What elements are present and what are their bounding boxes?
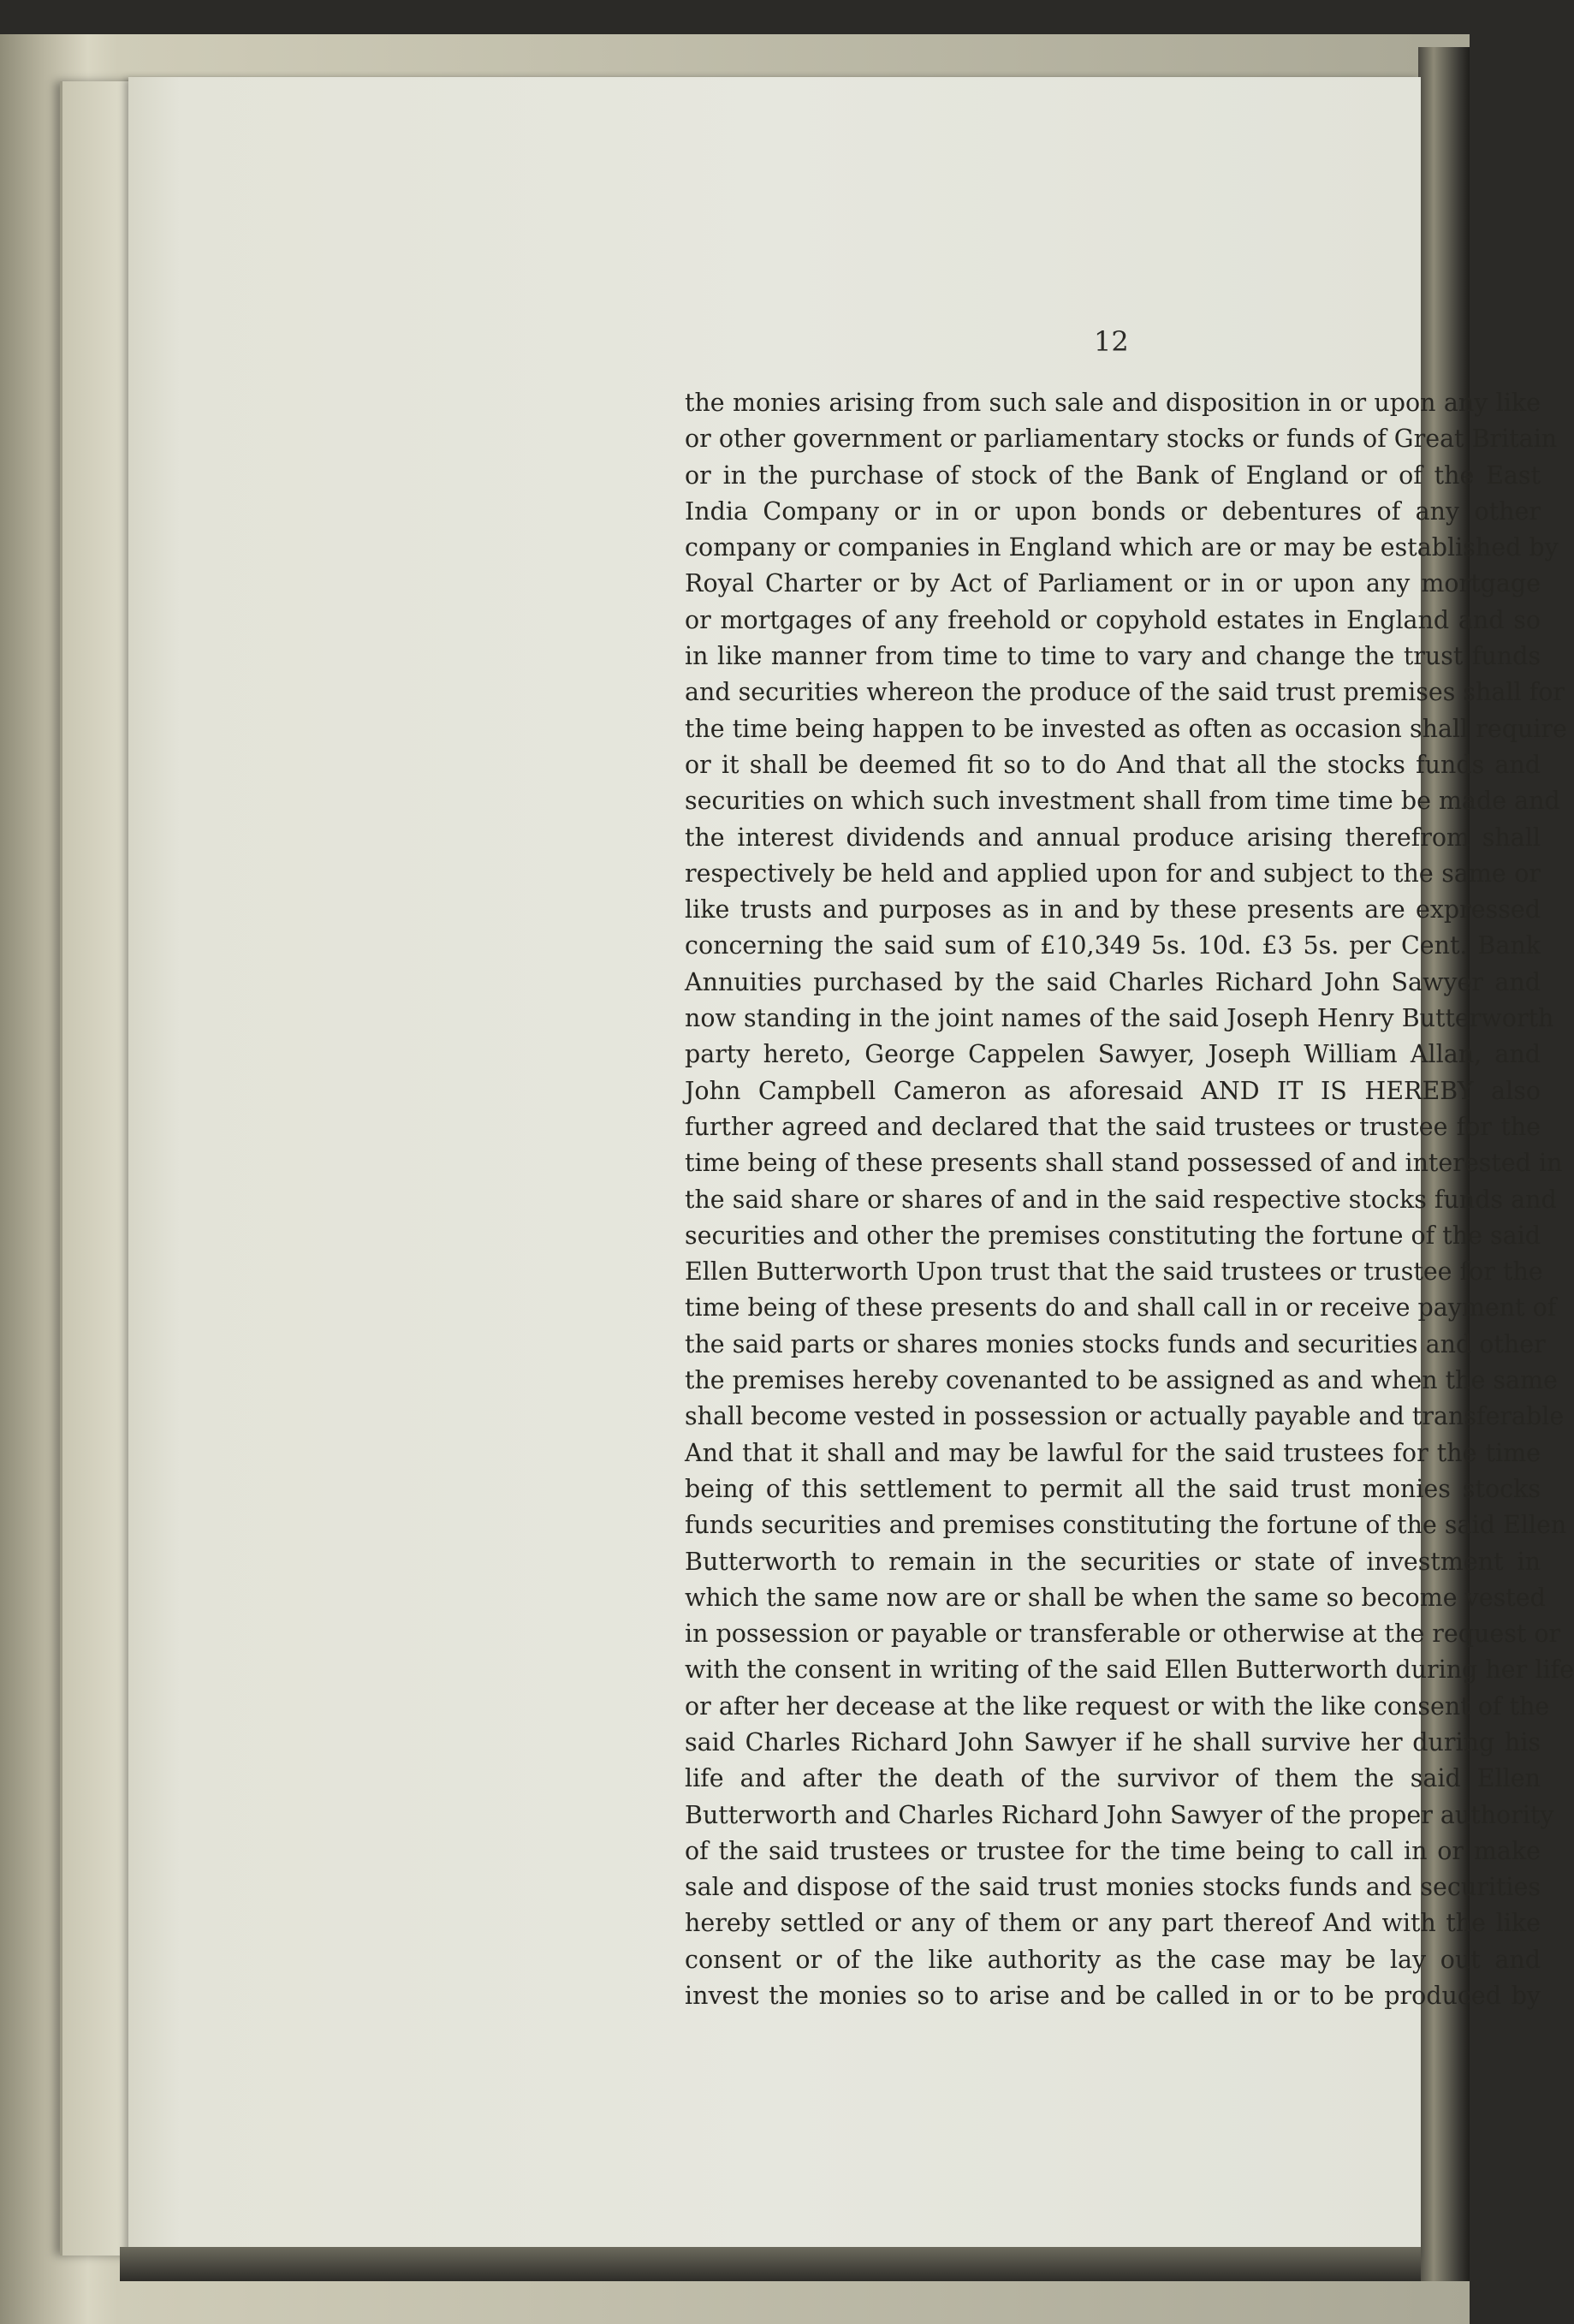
text-line: of the said trustees or trustee for the time being to call in or make — [685, 1836, 1541, 1865]
text-line: in possession or payable or transferable or otherwise at the request or — [685, 1620, 1561, 1649]
text-line: or other government or parliamentary stocks or funds of Great Britain — [685, 425, 1558, 454]
text-line: concerning the said sum of £10,349 5s. 10d. £3 5s. per Cent. Bank — [685, 931, 1541, 960]
text-line: John Campbell Cameron as aforesaid AND IT IS HEREBY also — [685, 1076, 1541, 1105]
text-line: And that it shall and may be lawful for the said trustees for the time — [685, 1438, 1541, 1467]
text-line: the interest dividends and annual produce arising therefrom shall — [685, 823, 1541, 852]
text-line: which the same now are or shall be when the same so become vested — [685, 1583, 1546, 1612]
text-line: Ellen Butterworth Upon trust that the said trustees or trustee for the — [685, 1257, 1543, 1287]
text-line: the monies arising from such sale and disposition in or upon any like — [685, 389, 1541, 417]
body-text — [685, 385, 1574, 2014]
text-line: securities and other the premises constituting the fortune of the said — [685, 1221, 1541, 1250]
page-bottom-shadow — [120, 2247, 1421, 2281]
text-line: or after her decease at the like request or with the like consent of the — [685, 1691, 1550, 1721]
text-line: the time being happen to be invested as often as occasion shall require — [685, 714, 1567, 743]
text-line: hereby settled or any of them or any part thereof And with the like — [685, 1909, 1541, 1938]
document-page — [128, 77, 1574, 2256]
text-line: time being of these presents do and shall call in or receive payment of — [685, 1293, 1557, 1322]
page-number: 12 — [1094, 325, 1129, 358]
text-line: Butterworth and Charles Richard John Sawyer of the proper authority — [685, 1800, 1554, 1829]
text-line: with the consent in writing of the said Ellen Butterworth during her life — [685, 1655, 1574, 1685]
text-line: like trusts and purposes as in and by these presents are expressed — [685, 895, 1541, 924]
text-line: funds securities and premises constituting the fortune of the said Ellen — [685, 1511, 1567, 1540]
text-line: sale and dispose of the said trust monies stocks funds and securities — [685, 1873, 1541, 1902]
text-line: Butterworth to remain in the securities or state of investment in — [685, 1547, 1541, 1576]
text-line: party hereto, George Cappelen Sawyer, Joseph William Allan, and — [685, 1040, 1541, 1069]
text-line: securities on which such investment shall from time time be made and — [685, 787, 1560, 816]
text-line: consent or of the like authority as the case may be lay out and — [685, 1945, 1541, 1974]
text-line: time being of these presents shall stand possessed of and interested in — [685, 1149, 1563, 1178]
text-line: further agreed and declared that the said trustees or trustee for the — [685, 1112, 1541, 1141]
text-line: and securities whereon the produce of the said trust premises shall for — [685, 678, 1565, 707]
text-line: respectively be held and applied upon for and subject to the same or — [685, 859, 1541, 888]
text-line: Royal Charter or by Act of Parliament or in or upon any mortgage — [685, 569, 1541, 598]
text-line: India Company or in or upon bonds or debentures of any other — [685, 496, 1541, 526]
text-line: Annuities purchased by the said Charles Richard John Sawyer and — [685, 967, 1541, 996]
text-line: or mortgages of any freehold or copyhold estates in England and so — [685, 605, 1541, 634]
text-line: the said share or shares of and in the said respective stocks funds and — [685, 1185, 1557, 1214]
text-line: said Charles Richard John Sawyer if he shall survive her during his — [685, 1727, 1541, 1756]
text-line: the said parts or shares monies stocks funds and securities and other — [685, 1329, 1546, 1358]
text-line: in like manner from time to time to vary and change the trust funds — [685, 642, 1541, 671]
text-line: now standing in the joint names of the said Joseph Henry Butterworth — [685, 1004, 1554, 1033]
text-line: shall become vested in possession or actually payable and transferable — [685, 1402, 1565, 1431]
text-line: or it shall be deemed fit so to do And that all the stocks funds and — [685, 750, 1541, 779]
text-line: or in the purchase of stock of the Bank of England or of the East — [685, 461, 1541, 490]
text-line: company or companies in England which are or may be established by — [685, 533, 1559, 562]
text-line: the premises hereby covenanted to be assigned as and when the same — [685, 1366, 1558, 1395]
text-line: life and after the death of the survivor of them the said Ellen — [685, 1764, 1541, 1793]
text-line: being of this settlement to permit all the said trust monies stocks — [685, 1474, 1541, 1503]
text-line: invest the monies so to arise and be called in or to be produced by — [685, 1982, 1541, 2011]
